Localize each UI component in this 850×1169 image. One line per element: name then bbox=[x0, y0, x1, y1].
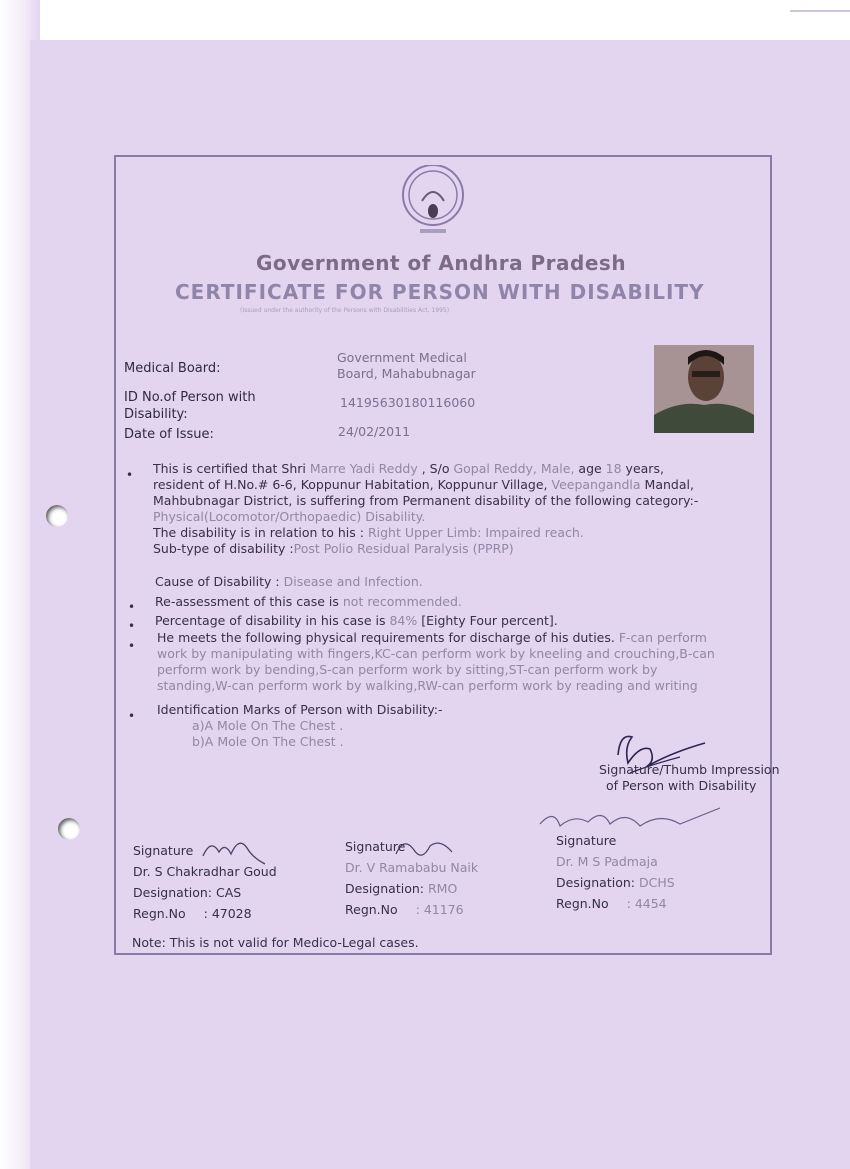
bullet-icon: • bbox=[128, 639, 136, 653]
bullet-icon: • bbox=[128, 709, 136, 723]
signature-label: Signature bbox=[345, 839, 406, 854]
doctor-name: Dr. S Chakradhar Goud bbox=[133, 864, 277, 879]
requirements-intro: He meets the following physical requirements for discharge of his duties. bbox=[157, 630, 619, 645]
reassess-label: Re-assessment of this case is bbox=[155, 594, 343, 609]
person-photo bbox=[654, 345, 754, 433]
identification-mark: b)A Mole On The Chest . bbox=[192, 734, 344, 749]
percentage-line bbox=[155, 613, 558, 629]
identification-marks-title: Identification Marks of Person with Disability:- bbox=[157, 702, 443, 717]
cause-of-disability bbox=[155, 574, 423, 590]
certification-statement bbox=[153, 461, 753, 477]
designation-label: Designation: bbox=[133, 885, 212, 900]
percentage-words: [Eighty Four percent]. bbox=[417, 613, 558, 628]
disability-subtype bbox=[153, 541, 514, 557]
statement-text: This is certified that Shri bbox=[153, 461, 310, 476]
date-label: Date of Issue: bbox=[124, 427, 214, 442]
regn-value: : 41176 bbox=[415, 902, 464, 917]
designation-label: Designation: bbox=[556, 875, 635, 890]
regn-label: Regn.No bbox=[133, 906, 186, 921]
bullet-icon: • bbox=[128, 619, 136, 633]
disability-category: Physical(Locomotor/Orthopaedic) Disability. bbox=[153, 509, 426, 524]
subtype-value: Post Polio Residual Paralysis (PPRP) bbox=[293, 541, 514, 556]
designation-value: CAS bbox=[215, 885, 242, 900]
bullet-icon: • bbox=[128, 600, 136, 614]
address-line bbox=[153, 477, 773, 493]
requirements-text: F-can perform bbox=[618, 630, 707, 645]
date-value: 24/02/2011 bbox=[338, 424, 411, 439]
medical-board-label: Medical Board: bbox=[124, 361, 221, 376]
statement-text: years, bbox=[621, 461, 664, 476]
issued-under-text: (Issued under the authority of the Persons with Disabilities Act, 1995) bbox=[240, 307, 450, 314]
address-text: Mandal, bbox=[640, 477, 694, 492]
requirements-text: standing,W-can perform work by walking,RW-can perform work by reading and writing bbox=[157, 678, 698, 693]
paper-stack-edge bbox=[790, 10, 850, 102]
disability-relation bbox=[153, 525, 584, 541]
certificate-title: CERTIFICATE FOR PERSON WITH DISABILITY bbox=[175, 280, 705, 304]
designation-label: Designation: bbox=[345, 881, 424, 896]
reassessment-line bbox=[155, 594, 462, 610]
requirements-text: perform work by bending,S-can perform work by sitting,ST-can perform work by bbox=[157, 662, 658, 677]
government-heading: Government of Andhra Pradesh bbox=[256, 251, 627, 275]
cause-value: Disease and Infection. bbox=[283, 574, 423, 589]
physical-requirements bbox=[157, 630, 757, 646]
requirements-text: work by manipulating with fingers,KC-can perform work by kneeling and crouching,B-can bbox=[157, 646, 715, 661]
signature-label: Signature bbox=[133, 843, 194, 858]
subtype-label: Sub-type of disability : bbox=[153, 541, 294, 556]
id-value: 14195630180116060 bbox=[340, 395, 476, 410]
designation-value: RMO bbox=[427, 881, 458, 896]
relation-label: The disability is in relation to his : bbox=[153, 525, 368, 540]
regn-value: : 4454 bbox=[626, 896, 667, 911]
id-label: ID No.of Person with bbox=[124, 390, 256, 405]
signature-label: Signature bbox=[556, 833, 617, 848]
signatory-block bbox=[345, 836, 478, 920]
cause-label: Cause of Disability : bbox=[155, 574, 284, 589]
address-text: resident of H.No.# 6-6, Koppunur Habitation, Koppunur Village, bbox=[153, 477, 552, 492]
regn-value: : 47028 bbox=[203, 906, 252, 921]
mandal-name: Veepangandla bbox=[551, 477, 641, 492]
doctor-name: Dr. V Ramababu Naik bbox=[345, 860, 479, 875]
relation-value: Right Upper Limb: Impaired reach. bbox=[367, 525, 584, 540]
parent-name: Gopal Reddy, Male, bbox=[453, 461, 575, 476]
person-age: 18 bbox=[605, 461, 622, 476]
reassess-value: not recommended. bbox=[342, 594, 462, 609]
state-emblem-icon bbox=[400, 165, 466, 239]
identification-mark: a)A Mole On The Chest . bbox=[192, 718, 344, 733]
designation-value: DCHS bbox=[638, 875, 675, 890]
bullet-icon: • bbox=[126, 468, 134, 482]
regn-label: Regn.No bbox=[345, 902, 398, 917]
legal-note: Note: This is not valid for Medico-Legal cases. bbox=[132, 935, 419, 950]
medical-board-value: Board, Mahabubnagar bbox=[337, 366, 476, 381]
percentage-value: 84% bbox=[389, 613, 418, 628]
medical-board-value: Government Medical bbox=[337, 350, 467, 365]
statement-text: age bbox=[574, 461, 606, 476]
person-portrait-icon bbox=[654, 345, 754, 433]
id-label: Disability: bbox=[124, 407, 188, 422]
regn-label: Regn.No bbox=[556, 896, 609, 911]
person-signature-label: Signature/Thumb Impression bbox=[599, 762, 780, 777]
punch-hole bbox=[46, 505, 68, 527]
person-name: Marre Yadi Reddy bbox=[309, 461, 418, 476]
percentage-label: Percentage of disability in his case is bbox=[155, 613, 390, 628]
signatory-block bbox=[133, 840, 277, 924]
district-line: Mahbubnagar District, is suffering from Permanent disability of the following category:- bbox=[153, 493, 699, 508]
doctor-name: Dr. M S Padmaja bbox=[556, 854, 658, 869]
statement-text: , S/o bbox=[417, 461, 454, 476]
person-signature-label: of Person with Disability bbox=[606, 778, 757, 793]
punch-hole bbox=[58, 818, 80, 840]
signatory-block bbox=[556, 830, 675, 914]
